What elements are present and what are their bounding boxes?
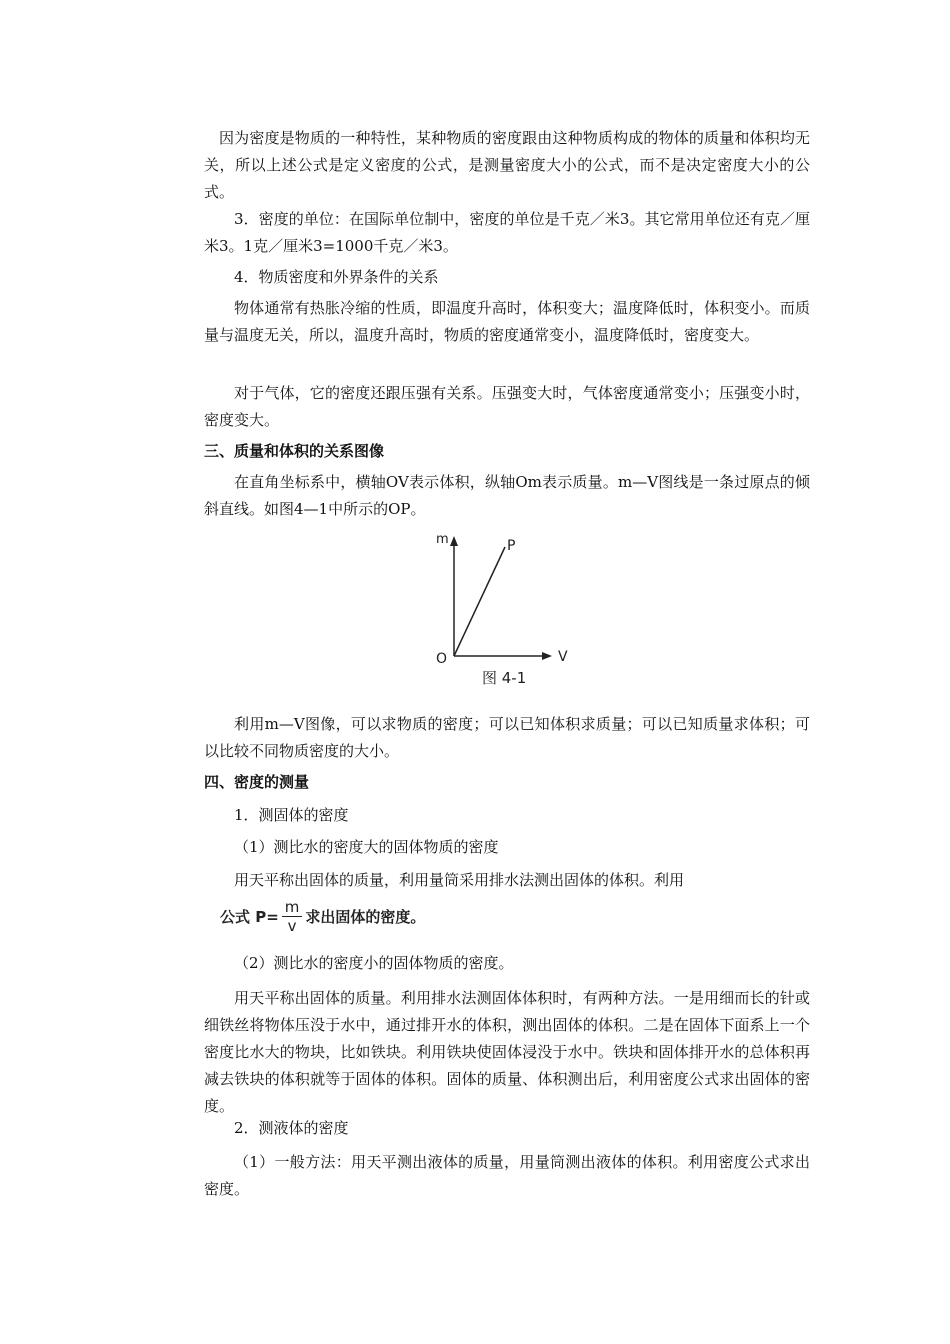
line-label: P — [507, 538, 516, 554]
formula-prefix: 公式 P= — [220, 907, 279, 926]
section-heading-3: 三、质量和体积的关系图像 — [204, 442, 385, 460]
op-line — [454, 547, 505, 656]
paragraph-liquid-density-title: 2．测液体的密度 — [234, 1119, 349, 1137]
paragraph-balance-method: 用天平称出固体的质量，利用量筒采用排水法测出固体的体积。利用 — [234, 871, 685, 889]
paragraph-light-solid-methods: 用天平称出固体的质量。利用排水法测固体体积时，有两种方法。一是用细而长的针或细铁丝将物体压没于水中，通过排开水的体积，测出固体的体积。二是在固体下面系上一个密度比水大的物块，比如铁块。利用铁块使固体浸没于水中。铁块和固体排开水的总体积再减去铁块的体积就等于固体的体积。固体的质量、体积测出后，利用密度公式求出固体的密度。 — [204, 989, 810, 1115]
paragraph-graph-uses: 利用m—V图像，可以求物质的密度；可以已知体积求质量；可以已知质量求体积；可以比较不同物质密度的大小。 — [204, 715, 810, 760]
density-formula — [220, 894, 425, 938]
origin-label: O — [436, 651, 448, 667]
section-heading-4: 四、密度的测量 — [204, 773, 310, 791]
paragraph-gas-pressure: 对于气体，它的密度还跟压强有关系。压强变大时，气体密度通常变小；压强变小时，密度变大。 — [204, 384, 810, 429]
formula-numerator: m — [282, 898, 303, 917]
x-axis-arrow-icon — [542, 652, 552, 660]
paragraph-density-unit: 3．密度的单位：在国际单位制中，密度的单位是千克／米3。其它常用单位还有克／厘米3。1克／厘米3=1000千克／米3。 — [204, 210, 810, 255]
paragraph-density-conditions-title: 4．物质密度和外界条件的关系 — [234, 268, 439, 286]
paragraph-thermal-expansion: 物体通常有热胀冷缩的性质，即温度升高时，体积变大；温度降低时，体积变小。而质量与温度无关，所以，温度升高时，物质的密度通常变小，温度降低时，密度变大。 — [204, 299, 810, 344]
formula-fraction — [282, 898, 303, 935]
paragraph-light-solid: （2）测比水的密度小的固体物质的密度。 — [234, 954, 514, 972]
formula-denominator: v — [287, 916, 297, 935]
formula-suffix: 求出固体的密度。 — [305, 907, 426, 926]
paragraph-density-property: 因为密度是物质的一种特性，某种物质的密度跟由这种物质构成的物体的质量和体积均无关，所以上述公式是定义密度的公式，是测量密度大小的公式，而不是决定密度大小的公式。 — [204, 129, 810, 201]
y-axis-label: m — [436, 532, 449, 547]
x-axis-label: V — [558, 649, 568, 665]
paragraph-solid-density-title: 1．测固体的密度 — [234, 806, 349, 824]
y-axis-arrow-icon — [450, 536, 458, 546]
paragraph-coordinate-system: 在直角坐标系中，横轴OV表示体积，纵轴Om表示质量。m—V图线是一条过原点的倾斜直线。如图4—1中所示的OP。 — [204, 473, 810, 518]
paragraph-dense-solid: （1）测比水的密度大的固体物质的密度 — [234, 838, 499, 856]
paragraph-general-method: （1）一般方法：用天平测出液体的质量，用量筒测出液体的体积。利用密度公式求出密度。 — [204, 1153, 810, 1198]
mass-volume-figure — [428, 530, 578, 690]
figure-caption: 图 4-1 — [482, 669, 527, 687]
